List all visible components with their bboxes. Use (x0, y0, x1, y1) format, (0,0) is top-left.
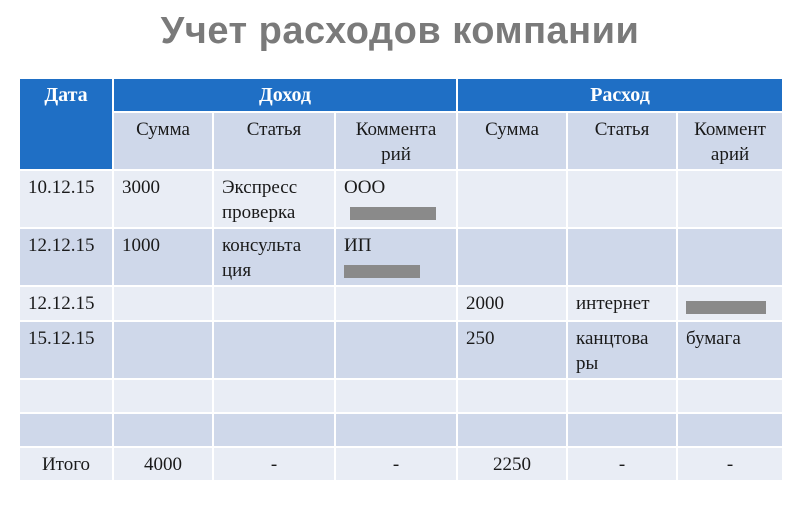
empty-cell (113, 413, 213, 447)
cell-income-comment (335, 321, 457, 379)
cell-income-comment (335, 286, 457, 321)
cell-date: 15.12.15 (19, 321, 113, 379)
cell-income-sum: 3000 (113, 170, 213, 228)
cell-income-item: консульта ция (213, 228, 335, 286)
table-row (19, 170, 783, 228)
table-row (19, 379, 783, 413)
table-row (19, 228, 783, 286)
total-label: Итого (19, 447, 113, 481)
subheader-income-item: Статья (213, 112, 335, 170)
empty-cell (335, 413, 457, 447)
empty-cell (335, 379, 457, 413)
cell-expense-item: интернет (567, 286, 677, 321)
empty-cell (567, 379, 677, 413)
total-income-sum: 4000 (113, 447, 213, 481)
cell-income-sum (113, 321, 213, 379)
total-expense-sum: 2250 (457, 447, 567, 481)
cell-expense-sum (457, 170, 567, 228)
empty-cell (457, 379, 567, 413)
empty-cell (19, 413, 113, 447)
table-row (19, 321, 783, 379)
empty-cell (567, 413, 677, 447)
header-expense: Расход (457, 78, 783, 112)
redacted-block (350, 207, 436, 220)
header-date: Дата (19, 78, 113, 170)
cell-date: 12.12.15 (19, 286, 113, 321)
expense-table (18, 77, 784, 482)
cell-expense-item: канцтова ры (567, 321, 677, 379)
empty-cell (19, 379, 113, 413)
cell-income-item: Экспресс проверка (213, 170, 335, 228)
cell-date: 12.12.15 (19, 228, 113, 286)
subheader-expense-comment: Коммент арий (677, 112, 783, 170)
total-income-comment: - (335, 447, 457, 481)
cell-income-sum: 1000 (113, 228, 213, 286)
empty-cell (457, 413, 567, 447)
empty-cell (113, 379, 213, 413)
cell-date: 10.12.15 (19, 170, 113, 228)
cell-income-sum (113, 286, 213, 321)
empty-cell (213, 379, 335, 413)
subheader-expense-item: Статья (567, 112, 677, 170)
comment-text: ООО (344, 177, 386, 198)
empty-cell (213, 413, 335, 447)
page-title: Учет расходов компании (160, 10, 640, 52)
cell-expense-comment (677, 286, 783, 321)
table-row (19, 413, 783, 447)
cell-expense-sum: 250 (457, 321, 567, 379)
empty-cell (677, 379, 783, 413)
cell-income-item (213, 286, 335, 321)
cell-income-comment (335, 170, 457, 228)
total-expense-comment: - (677, 447, 783, 481)
cell-expense-item (567, 228, 677, 286)
cell-expense-comment (677, 228, 783, 286)
cell-income-item (213, 321, 335, 379)
total-row (19, 447, 783, 481)
header-income: Доход (113, 78, 457, 112)
cell-expense-sum: 2000 (457, 286, 567, 321)
total-expense-item: - (567, 447, 677, 481)
subheader-income-sum: Сумма (113, 112, 213, 170)
comment-text: ИП (344, 235, 372, 256)
total-income-item: - (213, 447, 335, 481)
table-row (19, 286, 783, 321)
redacted-block (686, 301, 766, 314)
empty-cell (677, 413, 783, 447)
cell-income-comment (335, 228, 457, 286)
redacted-block (344, 265, 420, 278)
cell-expense-comment: бумага (677, 321, 783, 379)
cell-expense-item (567, 170, 677, 228)
subheader-income-comment: Коммента рий (335, 112, 457, 170)
cell-expense-sum (457, 228, 567, 286)
subheader-expense-sum: Сумма (457, 112, 567, 170)
cell-expense-comment (677, 170, 783, 228)
